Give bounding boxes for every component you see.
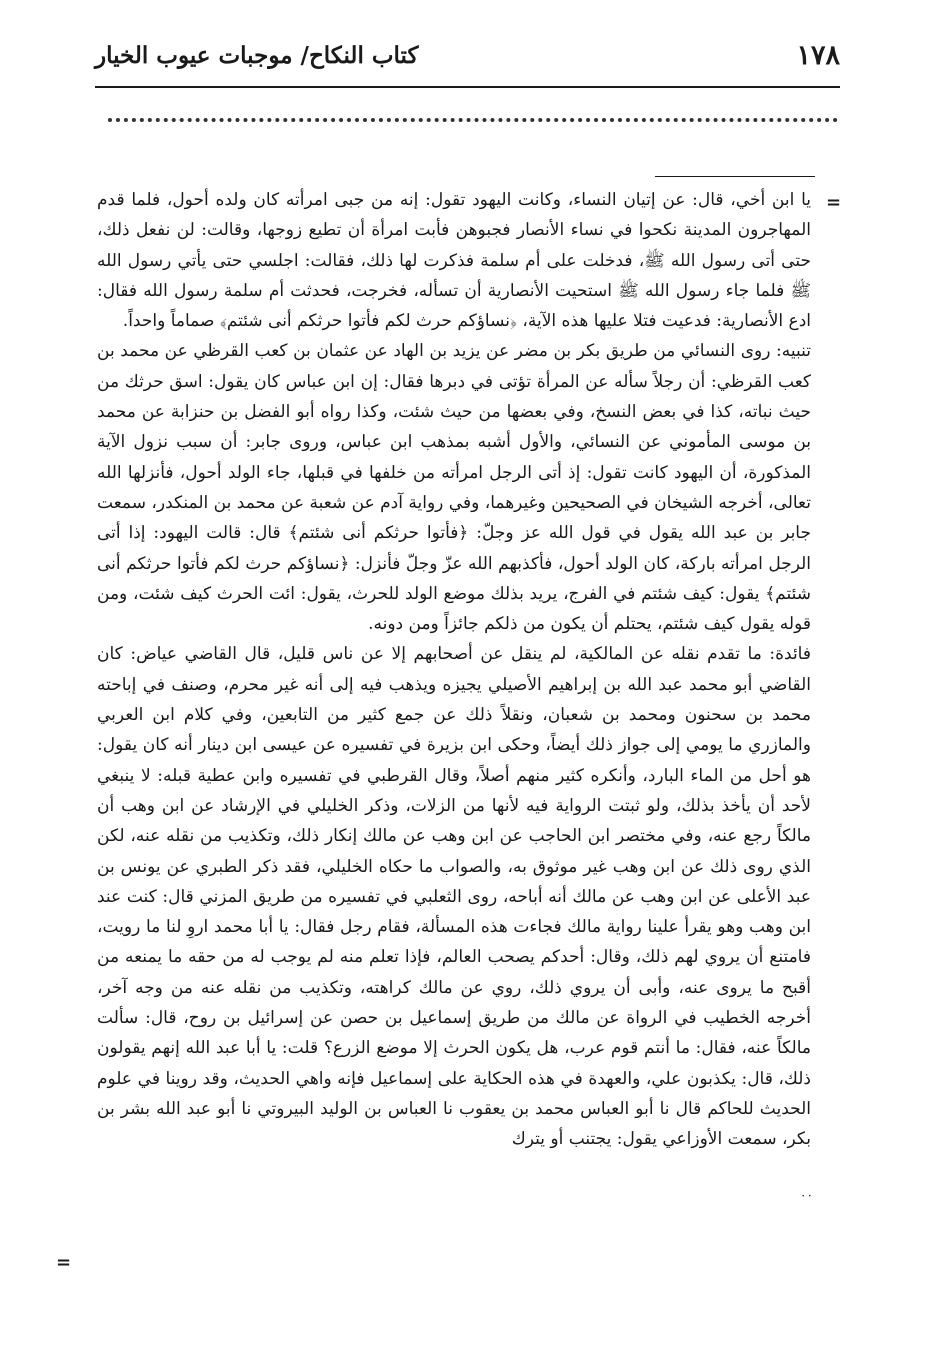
dotted-separator [108, 118, 838, 132]
footnote-paragraph-tanbih: تنبيه: روى النسائي من طريق بكر بن مضر عن يزيد بن الهاد عن عثمان بن كعب القرظي عن محمد بن كعب القرظي: أن رجلاً سأله عن المرأة تؤتى في دبرها فقال: إن ابن عباس كان يقول: اسق حرثك من حيث نباته، كذا في بعض النسخ، وفي بعضها من حيث شئت، وكذا رواه أبو الفضل بن حنزابة عن محمد بن موسى المأموني عن النسائي، والأول أشبه بمذهب ابن عباس، وروى جابر: أن سبب نزول الآية المذكورة، أن اليهود كانت تقول: إذ أتى الرجل امرأته من خلفها في قبلها، جاء الولد أحول، فأنزلها الله تعالى، أخرجه الشيخان في الصحيحين وغيرهما، وفي رواية آدم عن شعبة عن محمد بن المنكدر، سمعت جابر بن عبد الله يقول في قول الله عز وجلّ: ﴿فأتوا حرثكم أنى شئتم﴾ قال: قالت اليهود: إذا أتى الرجل امرأته باركة، كان الولد أحول، فأكذبهم الله عزّ وجلّ فأنزل: ﴿نساؤكم حرث لكم فأتوا حرثكم أنى شئتم﴾ يقول: كيف شئتم في الفرج، يريد بذلك موضع الولد للحرث، يقول: ائت الحرث كيف شئت، ومن قوله يقول كيف شئتم، يحتلم أن يكون من ذلكم جائزاً ومن دونه. [97, 341, 811, 635]
page-header [95, 40, 840, 80]
footnote-rule [655, 176, 815, 177]
footnote-body [97, 185, 811, 1305]
page-number: ١٧٨ [796, 40, 840, 71]
running-title: كتاب النكاح/ موجبات عيوب الخيار [95, 42, 419, 69]
margin-note: ٠٠ [800, 1188, 813, 1202]
header-rule [95, 86, 840, 88]
footnote-paragraph-faida: فائدة: ما تقدم نقله عن المالكية، لم ينقل عن أصحابهم إلا عن ناس قليل، قال القاضي عياض: كان القاضي أبو محمد عبد الله بن إبراهيم الأصيلي يجيزه ويذهب فيه إلى أنه غير محرم، وصنف في إباحته محمد بن سحنون ومحمد بن شعبان، ونقلاً ذلك عن جمع كثير من التابعين، وفي كلام ابن العربي والمازري ما يومي إلى جواز ذلك أيضاً، وحكى ابن بزيرة في تفسيره عن عيسى ابن دينار أنه كان يقول: هو أحل من الماء البارد، وأنكره كثير منهم أصلاً، وقال القرطبي في تفسيره وابن عطية قبله: لا ينبغي لأحد أن يأخذ بذلك، ولو ثبتت الرواية فيه لأنها من الزلات، وذكر الخليلي في الإرشاد عن ابن وهب أن مالكاً رجع عنه، وفي مختصر ابن الحاجب عن ابن وهب عن مالك إنكار ذلك، وتكذيب من نقله عنه، لكن الذي روى ذلك عن ابن وهب غير موثوق به، والصواب ما حكاه الخليلي، فقد ذكر الطبري عن يونس بن عبد الأعلى عن ابن وهب عن مالك أنه أباحه، روى الثعلبي في تفسيره من طريق المزني قال: كنت عند ابن وهب وهو يقرأ علينا رواية مالك فجاءت هذه المسألة، فقام رجل فقال: يا أبا محمد اروِ لنا ما رويت، فامتنع أن يروي لهم ذلك، وقال: أحدكم يصحب العالم، فإذا تعلم منه لم يوجب له من حقه ما يمنعه من أقبح ما يروى عنه، وأبى أن يروي ذلك، روي عن مالك كراهته، وتكذيب من نقله عنه من وجه آخر، أخرجه الخطيب في الرواة عن مالك من طريق إسماعيل بن حصن عن إسرائيل بن روح، قال: سألت مالكاً عنه، فقال: ما أنتم قوم عرب، هل يكون الحرث إلا موضع الزرع؟ قلت: يا أبا عبد الله إنهم يقولون ذلك، قال: يكذبون علي، والعهدة في هذه الحكاية على إسماعيل فإنه واهي الحديث، وقد روينا في علوم الحديث للحاكم قال نا أبو العباس محمد بن يعقوب نا العباس بن الوليد البيروتي نا أبو عبد الله بشر بن بكر، سمعت الأوزاعي يقول: يجتنب أو يترك [97, 644, 811, 1150]
continuation-mark-bottom: = [56, 1252, 72, 1273]
footnote-paragraph-hadith: يا ابن أخي، قال: عن إتيان النساء، وكانت اليهود تقول: إنه من جبى امرأته كان ولده أحول، فلما قدم المهاجرون المدينة نكحوا في نساء الأنصار فجبوهن فأبت امرأة أن تطيع زوجها، وقالت: لن نفعل ذلك، حتى أتى رسول الله ﷺ، فدخلت على أم سلمة فذكرت لها ذلك، فقالت: اجلسي حتى يأتي رسول الله ﷺ فلما جاء رسول الله ﷺ استحيت الأنصارية أن تسأله، فخرجت، فحدثت أم سلمة رسول الله فقال: ادع الأنصارية: فدعيت فتلا عليها هذه الآية، ﴿نساؤكم حرث لكم فأتوا حرثكم أنى شئتم﴾ صماماً واحداً. [97, 190, 811, 332]
continuation-mark-top: = [826, 192, 842, 213]
